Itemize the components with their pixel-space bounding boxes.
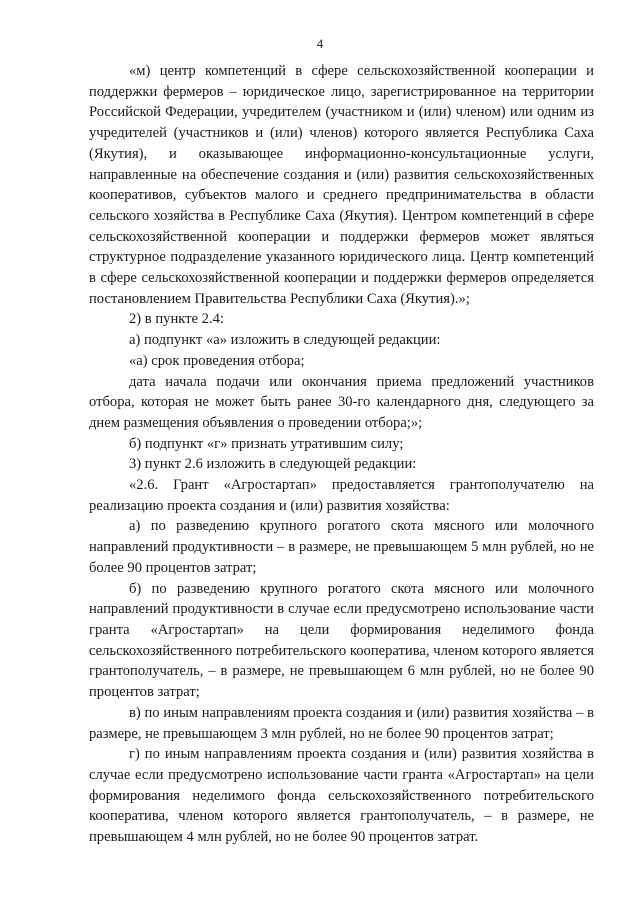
paragraph-quote-a: «а) срок проведения отбора; [129,352,305,369]
paragraph-grant-g: г) по иным направлениям проекта создания и (или) развития хозяйства в случае если предусмотрено использование части гранта «Агростартап» на цели формирования неделимого фонда сельскохозяйственного потребительского кооператива, членом которого является грантополучатель, – в размере, не превышающем 4 млн рублей, но не более 90 процентов затрат. [89,746,594,846]
paragraph-grant-a: а) по разведению крупного рогатого скота мясного или молочного направлений продуктивности – в размере, не превышающем 5 млн рублей, но не более 90 процентов затрат; [89,518,594,576]
paragraph-subitem-a: а) подпункт «а» изложить в следующей редакции: [129,332,441,349]
paragraph-definition-m: «м) центр компетенций в сфере сельскохозяйственной кооперации и поддержки фермеров – юридическое лицо, зарегистрированное на территории Российской Федерации, учредителем (участником и (или) членом) или одним из учредителей (участников и (или) членов) которого является Республика Саха (Якутия), и оказывающее информационно-консультационные услуги, направленные на обеспечение создания и (или) развития сельскохозяйственных кооперативов, субъектов малого и среднего предпринимательства в области сельского хозяйства в Республике Саха (Якутия). Центром компетенций в сфере сельскохозяйственной кооперации и поддержки фермеров может являться структурное подразделение указанного юридического лица. Центр компетенций в сфере сельскохозяйственной кооперации и поддержки фермеров определяется постановлением Правительства Республики Саха (Якутия).»; [89,63,594,307]
paragraph-grant-v: в) по иным направлениям проекта создания и (или) развития хозяйства – в размере, не превышающем 3 млн рублей, но не более 90 процентов затрат; [89,704,594,742]
page-number: 4 [316,36,324,51]
paragraph-item-2: 2) в пункте 2.4: [129,311,224,328]
paragraph-subitem-b: б) подпункт «г» признать утратившим силу; [129,435,404,452]
document-body [89,61,594,848]
paragraph-submission-date: дата начала подачи или окончания приема предложений участников отбора, которая не может быть ранее 30-го календарного дня, следующего за днем размещения объявления о проведении отбора;»; [89,373,594,431]
paragraph-grant-b: б) по разведению крупного рогатого скота мясного или молочного направлений продуктивности в случае если предусмотрено использование части гранта «Агростартап» на цели формирования неделимого фонда сельскохозяйственного потребительского кооператива, членом которого является грантополучатель, – в размере, не превышающем 6 млн рублей, но не более 90 процентов затрат; [89,580,594,701]
paragraph-item-3: 3) пункт 2.6 изложить в следующей редакции: [129,456,417,473]
paragraph-grant-2-6: «2.6. Грант «Агростартап» предоставляется грантополучателю на реализацию проекта создания и (или) развития хозяйства: [89,477,594,514]
